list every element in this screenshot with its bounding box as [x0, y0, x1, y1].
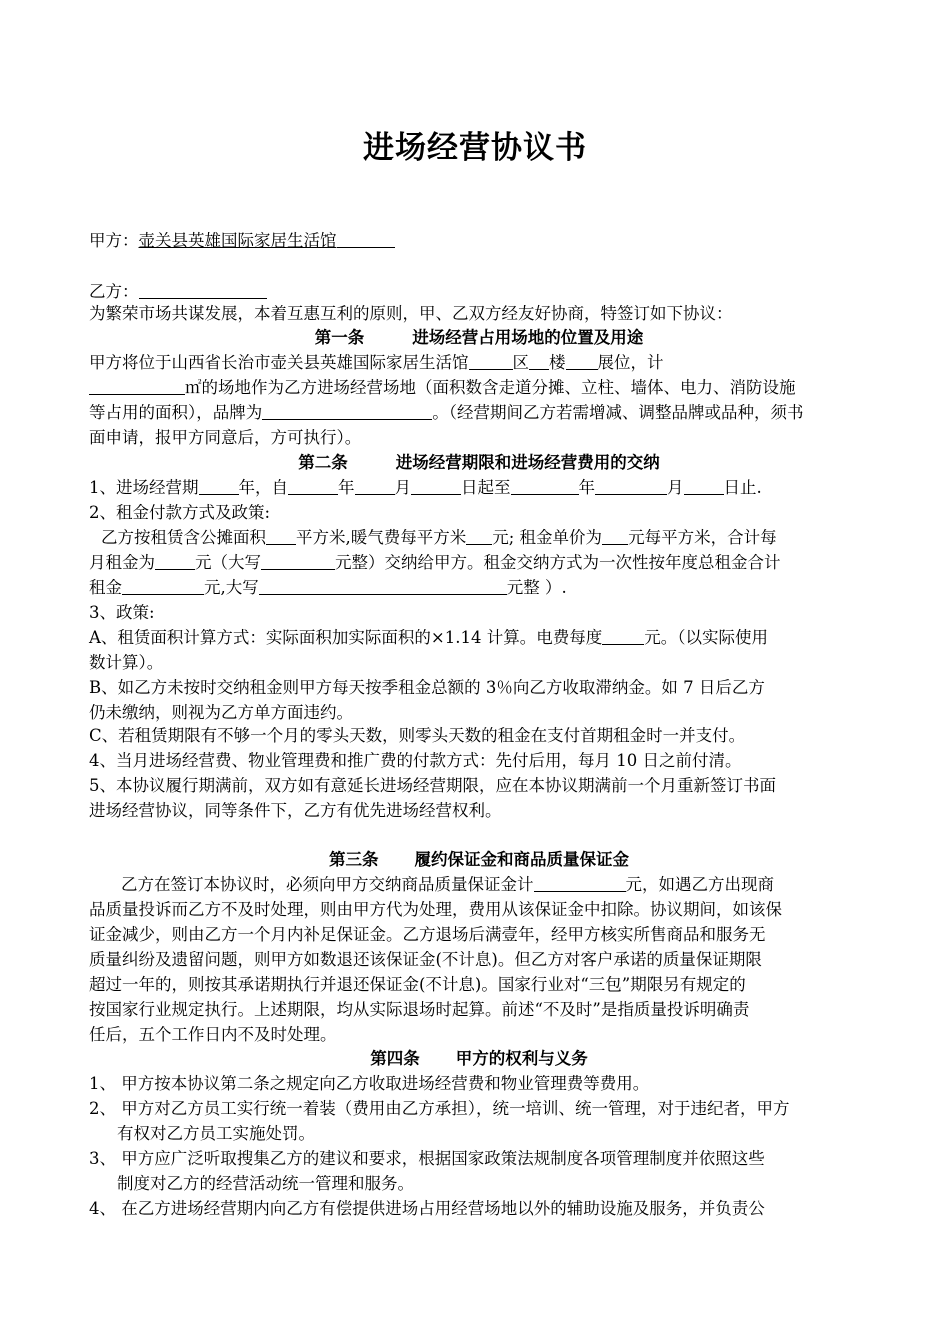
article-4-number: 第四条 — [370, 1049, 420, 1068]
art2-policy-a-2: 数计算）。 — [89, 653, 164, 672]
art2-item-5-line-2: 进场经营协议，同等条件下，乙方有优先进场经营权利。 — [89, 801, 502, 820]
art2-policy-a-1: A、租赁面积计算方式：实际面积加实际面积的×1.14 计算。电费每度 元。（以实际使用 — [89, 628, 768, 647]
article-3-title: 履约保证金和商品质量保证金 — [414, 850, 629, 869]
art1-line-1: 甲方将位于山西省长治市壶关县英雄国际家居生活馆 区 楼 展位，计 — [89, 353, 664, 372]
art4-item-3-line-1: 3、 甲方应广泛听取搜集乙方的建议和要求，根据国家政策法规制度各项管理制度并依照这些 — [89, 1149, 765, 1168]
article-1-title: 进场经营占用场地的位置及用途 — [412, 328, 644, 347]
art2-policy-b-1: B、如乙方未按时交纳租金则甲方每天按季租金总额的 3％向乙方收取滞纳金。如 7 日后乙方 — [89, 678, 765, 697]
art3-line-7: 任后，五个工作日内不及时处理。 — [89, 1025, 337, 1044]
article-1-heading — [89, 325, 869, 350]
art4-item-2-line-1: 2、 甲方对乙方员工实行统一着装（费用由乙方承担），统一培训、统一管理，对于违纪者，甲方 — [89, 1099, 790, 1118]
party-b-label: 乙方： — [89, 282, 139, 301]
art4-item-4-line-1: 4、 在乙方进场经营期内向乙方有偿提供进场占用经营场地以外的辅助设施及服务，并负责公 — [89, 1199, 765, 1218]
art3-line-4: 质量纠纷及遗留问题，则甲方如数退还该保证金(不计息)。但乙方对客户承诺的质量保证期限 — [89, 950, 762, 969]
art1-line-2: ㎡的场地作为乙方进场经营场地（面积数含走道分摊、立柱、墙体、电力、消防设施 — [89, 375, 869, 400]
party-a-blank — [337, 229, 395, 248]
art1-line-4: 面申请，报甲方同意后，方可执行）。 — [89, 428, 362, 447]
art2-item-5-line-1: 5、本协议履行期满前，双方如有意延长进场经营期限，应在本协议期满前一个月重新签订书面 — [89, 776, 776, 795]
art2-policy-heading: 3、政策: — [89, 603, 155, 622]
art3-line-1: 乙方在签订本协议时，必须向甲方交纳商品质量保证金计 元，如遇乙方出现商 — [121, 875, 774, 894]
article-4-heading — [89, 1046, 869, 1071]
art2-rent-line-1: 乙方按租赁含公摊面积 平方米,暖气费每平方米 元; 租金单价为 元每平方米，合计每 — [101, 528, 777, 547]
art2-rent-line-2: 月租金为 元（大写 元整）交纳给甲方。租金交纳方式为一次性按年度总租金合计 — [89, 553, 781, 572]
article-3-number: 第三条 — [329, 850, 379, 869]
art2-policy-b-2: 仍未缴纳，则视为乙方单方面违约。 — [89, 703, 353, 722]
art2-rent-heading: 2、租金付款方式及政策: — [89, 503, 271, 522]
article-2-number: 第二条 — [298, 453, 348, 472]
intro-paragraph: 为繁荣市场共谋发展，本着互惠互利的原则，甲、乙双方经友好协商，特签订如下协议： — [89, 304, 733, 323]
article-2-heading — [89, 450, 869, 475]
art2-rent-line-3: 租金 元,大写 元整 ）. — [89, 578, 567, 597]
art3-line-3: 证金减少，则由乙方一个月内补足保证金。乙方退场后满壹年，经甲方核实所售商品和服务无 — [89, 925, 766, 944]
art4-item-1: 1、 甲方按本协议第二条之规定向乙方收取进场经营费和物业管理费等费用。 — [89, 1074, 650, 1093]
art2-item-4: 4、当月进场经营费、物业管理费和推广费的付款方式：先付后用，每月 10 日之前付清。 — [89, 751, 742, 770]
party-b-blank — [139, 280, 267, 299]
article-3-heading — [89, 847, 869, 872]
art3-line-5: 超过一年的，则按其承诺期执行并退还保证金(不计息)。国家行业对“三包”期限另有规定的 — [89, 975, 746, 994]
party-a-line — [89, 228, 869, 253]
article-4-title: 甲方的权利与义务 — [455, 1049, 588, 1068]
art2-term-line: 1、进场经营期 年，自 年 月 日起至 年 月 日止. — [89, 478, 762, 497]
article-2-title: 进场经营期限和进场经营费用的交纳 — [395, 453, 660, 472]
art1-line-3: 等占用的面积），品牌为 。（经营期间乙方若需增减、调整品牌或品种，须书 — [89, 403, 804, 422]
art3-line-2: 品质量投诉而乙方不及时处理，则由甲方代为处理，费用从该保证金中扣除。协议期间，如该保 — [89, 900, 782, 919]
art3-line-6: 按国家行业规定执行。上述期限，均从实际退场时起算。前述“不及时”是指质量投诉明确责 — [89, 1000, 750, 1019]
document-title: 进场经营协议书 — [363, 130, 587, 166]
article-1-number: 第一条 — [314, 328, 365, 347]
party-a-name: 壶关县英雄国际家居生活馆 — [138, 231, 337, 250]
party-a-label: 甲方： — [89, 231, 139, 250]
art4-item-3-line-2: 制度对乙方的经营活动统一管理和服务。 — [117, 1174, 414, 1193]
art4-item-2-line-2: 有权对乙方员工实施处罚。 — [117, 1124, 315, 1143]
art2-policy-c: C、若租赁期限有不够一个月的零头天数，则零头天数的租金在支付首期租金时一并支付。 — [89, 726, 746, 745]
